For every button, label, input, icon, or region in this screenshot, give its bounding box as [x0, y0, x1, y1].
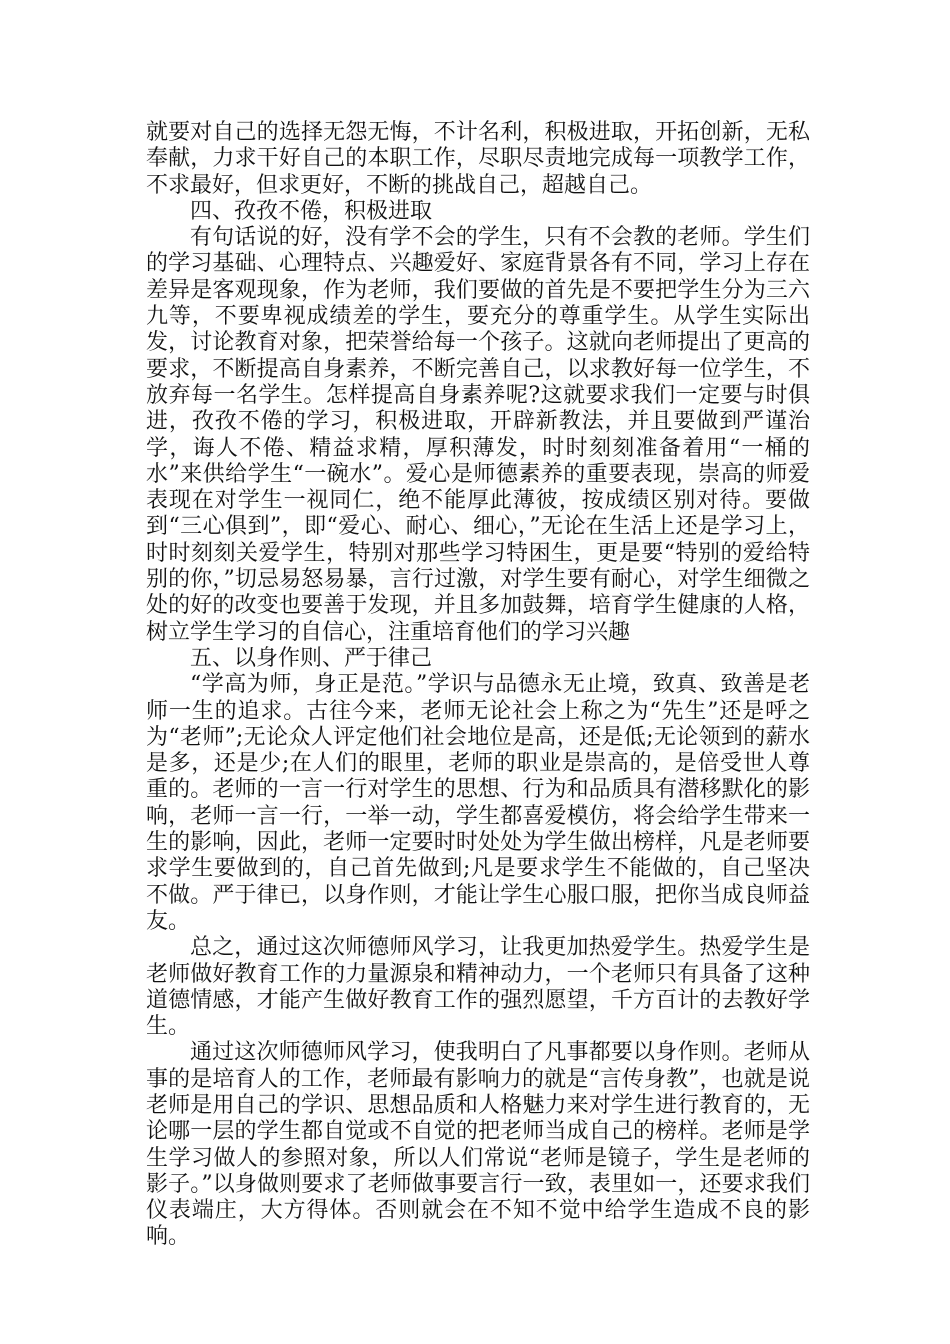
- section-heading-5: 五、以身作则、严于律己: [190, 645, 433, 671]
- paragraph-body: 有句话说的好，没有学不会的学生，只有不会教的老师。学生们的学习基础、心理特点、兴趣爱好、家庭背景各有不同，学习上存在差异是客观现象，作为老师，我们要做的首先是不要把学生分为三六九等，不要卑视成绩差的学生，要充分的尊重学生。从学生实际出发，讨论教育对象，把荣誉给每一个孩子。这就向老师提出了更高的要求，不断提高自身素养，不断完善自己，以求教好每一位学生，不放弃每一名学生。怎样提高自身素养呢?这就要求我们一定要与时俱进，孜孜不倦的学习，积极进取，开辟新教法，并且要做到严谨治学，诲人不倦、精益求精，厚积薄发，时时刻刻准备着用“一桶的水”来供给学生“一碗水”。爱心是师德素养的重要表现，崇高的师爱表现在对学生一视同仁，绝不能厚此薄彼，按成绩区别对待。要做到“三心俱到”，即“爱心、耐心、细心，”无论在生活上还是学习上，时时刻刻关爱学生，特别对那些学习特困生，更是要“特别的爱给特别的你，”切忌易怒易暴，言行过激，对学生要有耐心，对学生细微之处的好的改变也要善于发现，并且多加鼓舞，培育学生健康的人格，树立学生学习的自信心，注重培育他们的学习兴趣: [146, 225, 810, 645]
- document-page: [146, 120, 810, 1251]
- section-heading-4: 四、孜孜不倦，积极进取: [190, 198, 433, 224]
- paragraph-summary: 总之，通过这次师德师风学习，让我更加热爱学生。热爱学生是老师做好教育工作的力量源泉和精神动力，一个老师只有具备了这种道德情感，才能产生做好教育工作的强烈愿望，千方百计的去教好学生。: [146, 935, 810, 1040]
- paragraph-continuation: 就要对自己的选择无怨无悔，不计名利，积极进取，开拓创新，无私奉献，力求干好自己的本职工作，尽职尽责地完成每一项教学工作，不求最好，但求更好，不断的挑战自己，超越自己。: [146, 120, 810, 198]
- paragraph-body: 通过这次师德师风学习，使我明白了凡事都要以身作则。老师从事的是培育人的工作，老师最有影响力的就是“言传身教”，也就是说老师是用自己的学识、思想品质和人格魅力来对学生进行教育的，无论哪一层的学生都自觉或不自觉的把老师当成自己的榜样。老师是学生学习做人的参照对象，所以人们常说“老师是镜子，学生是老师的影子。”以身做则要求了老师做事要言行一致，表里如一，还要求我们仪表端庄，大方得体。否则就会在不知不觉中给学生造成不良的影响。: [146, 1040, 810, 1250]
- paragraph-body: “学高为师，身正是范。”学识与品德永无止境，致真、致善是老师一生的追求。古往今来，老师无论社会上称之为“先生”还是呼之为“老师”;无论众人评定他们社会地位是高，还是低;无论领到的薪水是多，还是少;在人们的眼里，老师的职业是崇高的，是倍受世人尊重的。老师的一言一行对学生的思想、行为和品质具有潜移默化的影响，老师一言一行，一举一动，学生都喜爱模仿，将会给学生带来一生的影响，因此，老师一定要时时处处为学生做出榜样，凡是老师要求学生要做到的，自己首先做到;凡是要求学生不能做的，自己坚决不做。严于律已，以身作则，才能让学生心服口服，把你当成良师益友。: [146, 672, 810, 934]
